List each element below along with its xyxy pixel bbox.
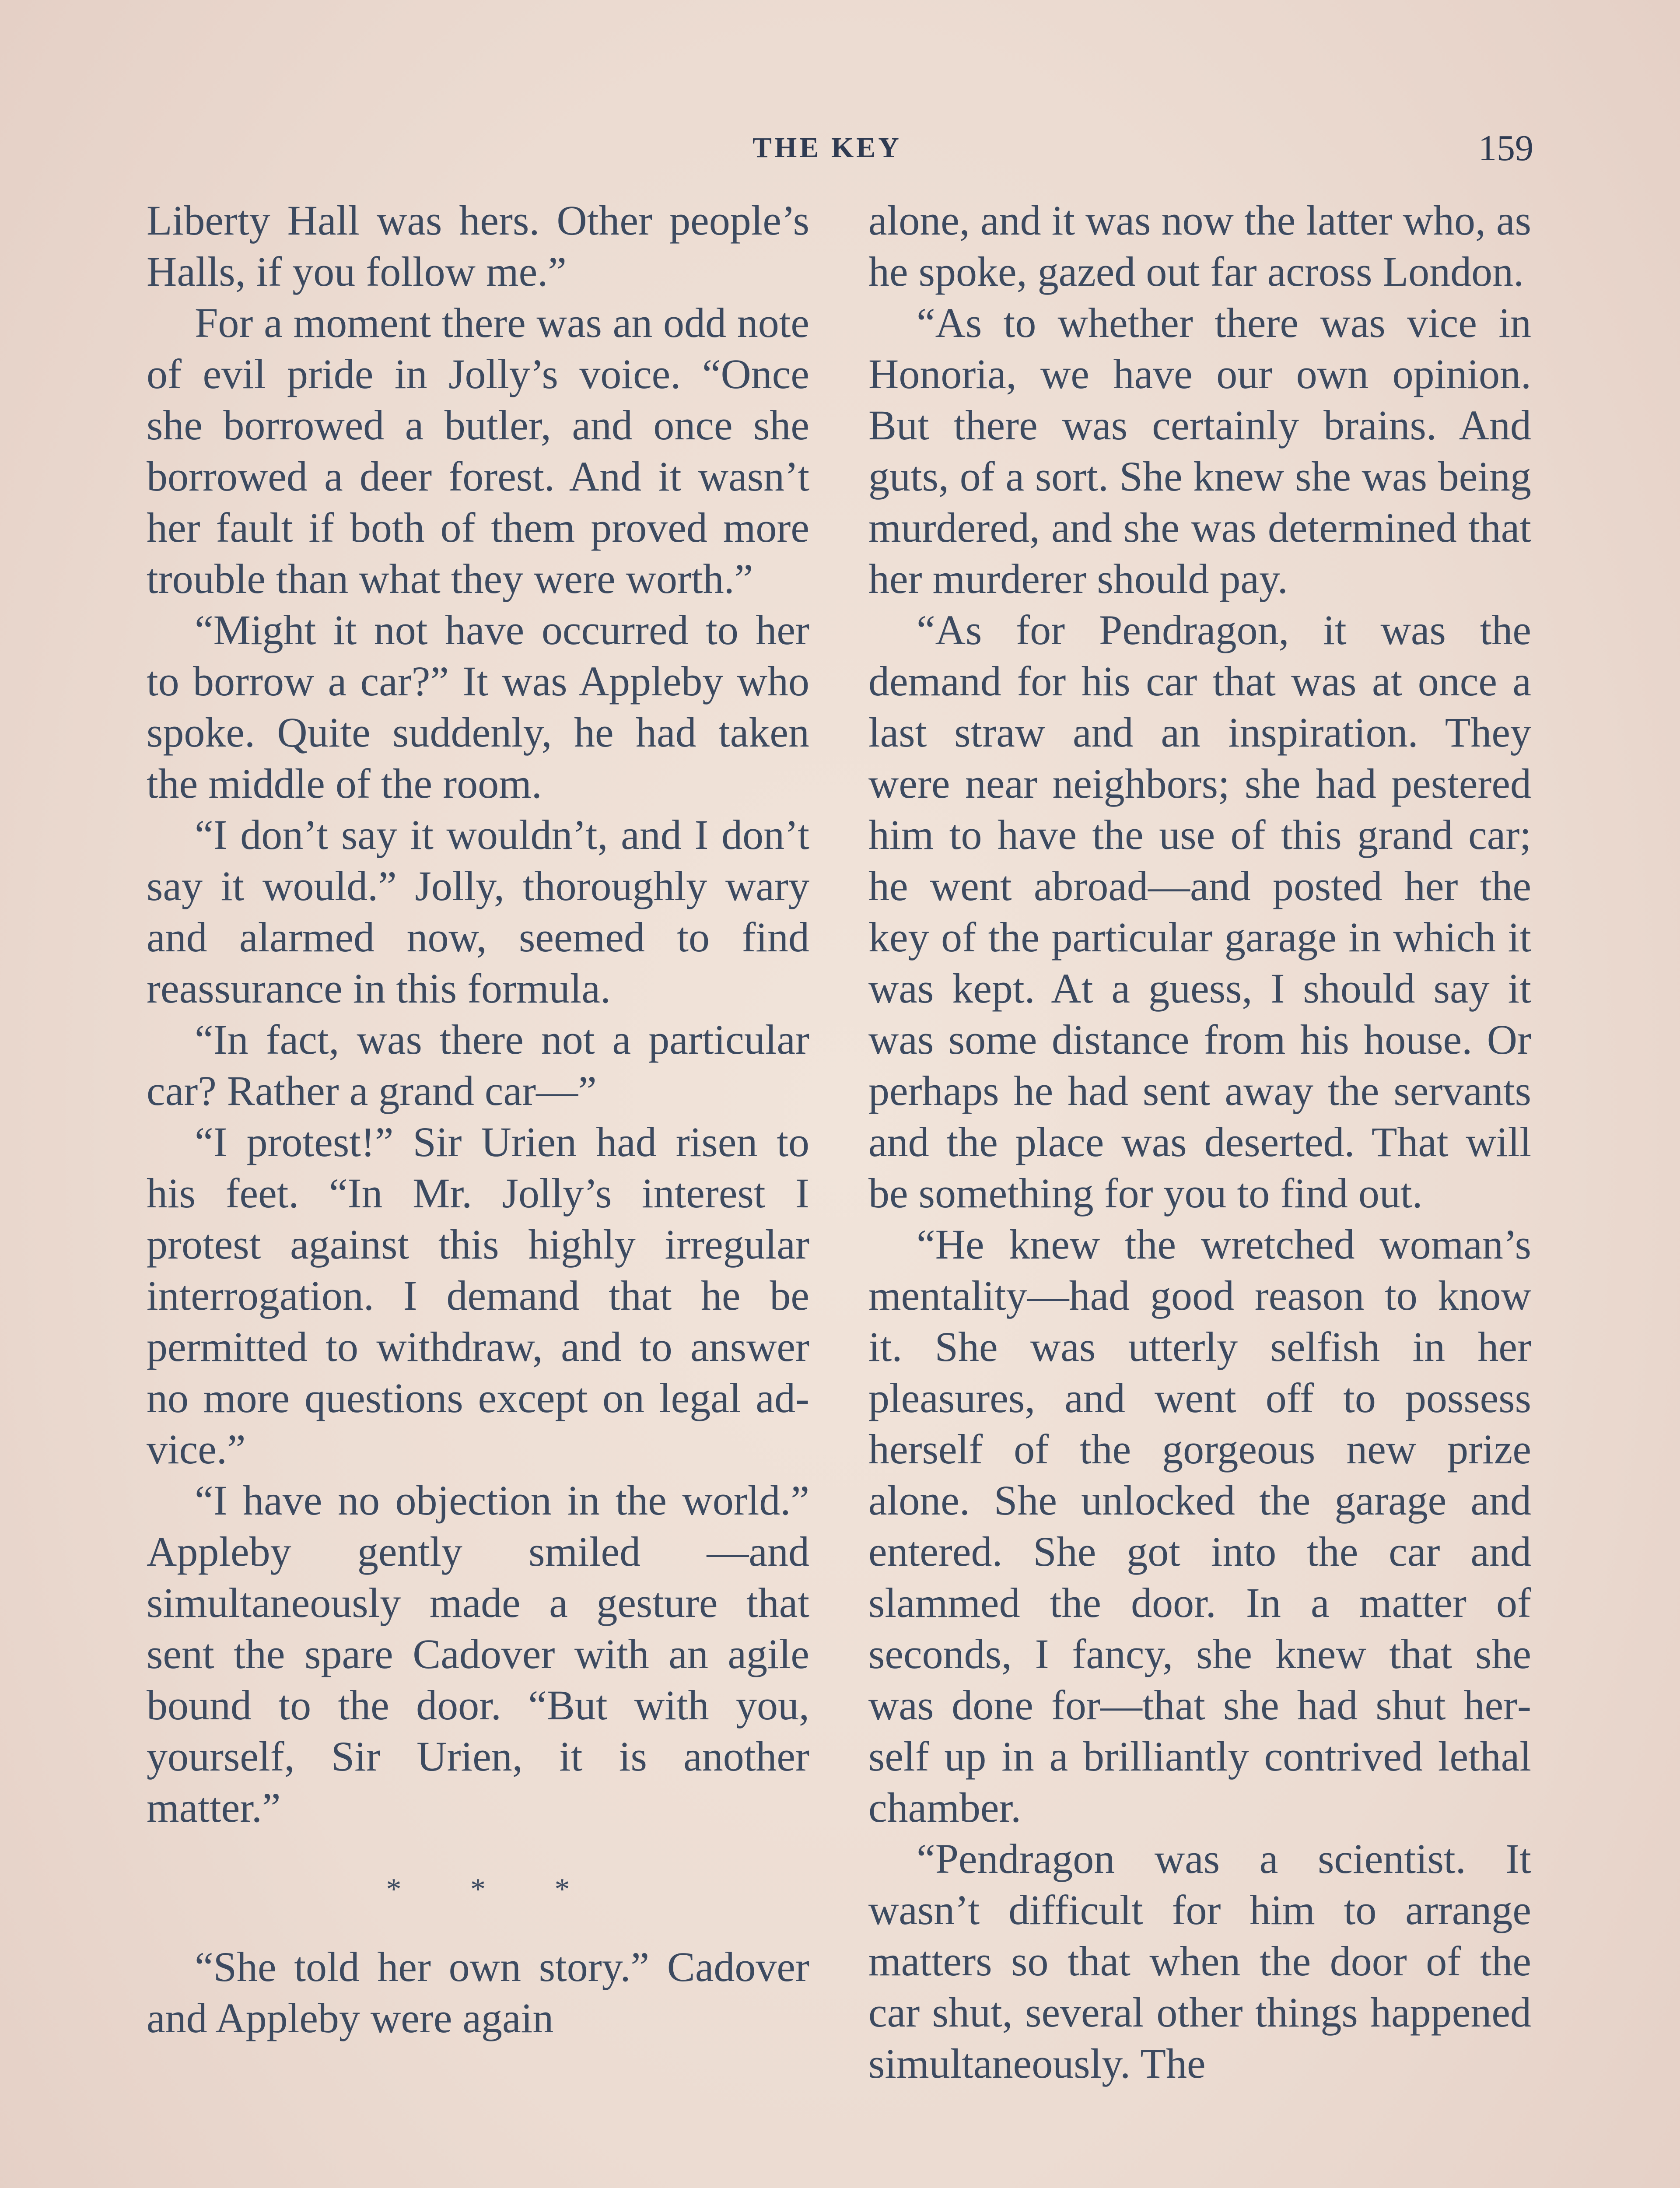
paragraph: “I don’t say it wouldn’t, and I don’t say it would.” Jolly, thoroughly wary and alarmed now, seemed to find reassurance in this formula. bbox=[147, 811, 809, 1012]
paragraph: Liberty Hall was hers. Other people’s Halls, if you follow me.” bbox=[147, 197, 809, 295]
paragraph: “Might it not have occurred to her to borrow a car?” It was Appleby who spoke. Quite suddenly, he had taken the middle of the room. bbox=[147, 607, 809, 807]
paragraph: “As for Pendragon, it was the demand for his car that was at once a last straw and an inspiration. They were near neighbors; she had pestered him to have the use of this grand car; he went abroad—and posted her the key of the particular garage in which it was kept. At a guess, I should say it was some distance from his house. Or perhaps he had sent away the servants and the place was deserted. That will be something for you to find out. bbox=[868, 607, 1531, 1217]
paragraph: “She told her own story.” Cadover and Appleby were again bbox=[147, 1943, 809, 2041]
paragraph: “I protest!” Sir Urien had risen to his feet. “In Mr. Jolly’s interest I protest against this highly irregular interrogation. I demand that he be permitted to withdraw, and to answer no more questions except on legal advice.” bbox=[147, 1119, 809, 1473]
paragraph: “He knew the wretched woman’s mentality—had good reason to know it. She was utterly selfish in her pleasures, and went off to possess herself of the gorgeous new prize alone. She unlocked the garage and entered. She got into the car and slammed the door. In a matter of seconds, I fancy, she knew that she was done for—that she had shut herself up in a brilliantly contrived lethal chamber. bbox=[868, 1221, 1531, 1831]
paragraph: “Pendragon was a scientist. It wasn’t difficult for him to arrange matters so that when the door of the car shut, several other things happened simultaneously. The bbox=[868, 1835, 1531, 2087]
running-title: THE KEY bbox=[752, 132, 902, 164]
left-text-column bbox=[147, 195, 809, 2044]
paragraph: alone, and it was now the latter who, as he spoke, gazed out far across London. bbox=[868, 197, 1531, 295]
paragraph: “As to whether there was vice in Honoria, we have our own opinion. But there was certainly brains. And guts, of a sort. She knew she was being murdered, and she was determined that her murderer should pay. bbox=[868, 299, 1531, 602]
section-separator: * * * bbox=[386, 1872, 601, 1906]
paragraph: “In fact, was there not a particular car? Rather a grand car—” bbox=[147, 1016, 809, 1114]
right-text-column bbox=[868, 195, 1531, 2089]
page-number: 159 bbox=[1478, 128, 1533, 168]
paragraph: For a moment there was an odd note of evil pride in Jolly’s voice. “Once she borrowed a butler, and once she borrowed a deer forest. And it wasn’t her fault if both of them proved more trouble than what they were worth.” bbox=[147, 299, 809, 602]
paragraph: “I have no objection in the world.” Appleby gently smiled —and simultaneously made a gesture that sent the spare Cadover with an agile bound to the door. “But with you, yourself, Sir Urien, it is another matter.” bbox=[147, 1477, 809, 1831]
